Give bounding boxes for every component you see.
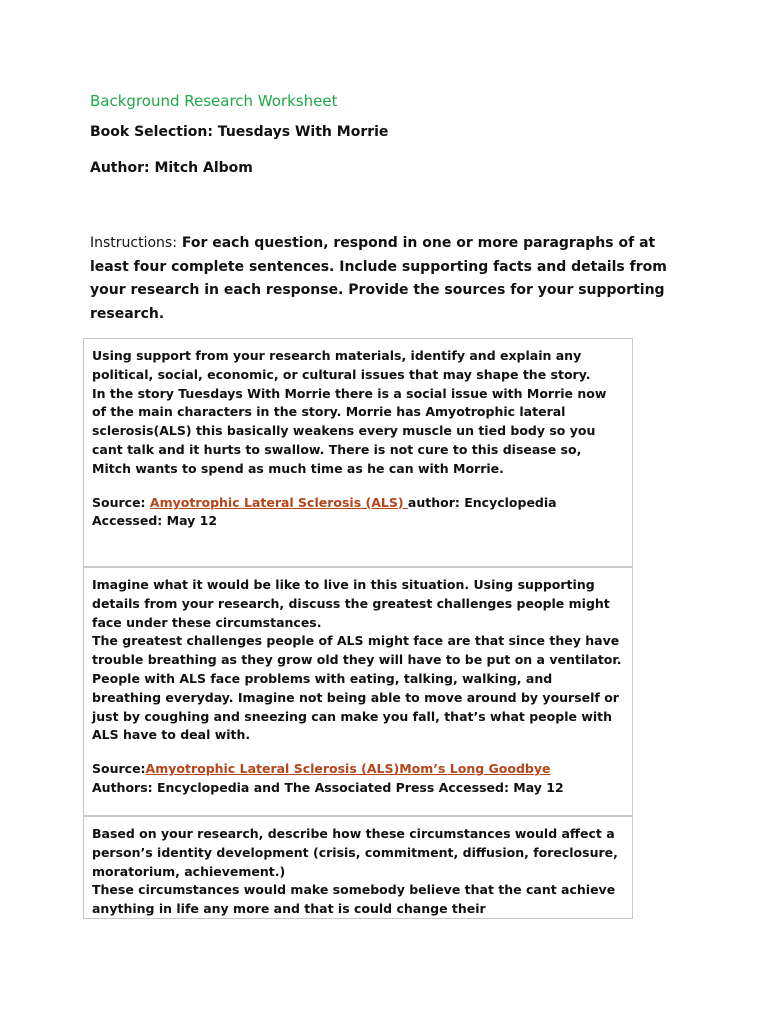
author-line: Author: Mitch Albom: [90, 160, 253, 176]
response-box-3: [83, 816, 633, 919]
answer-3: These circumstances would make somebody believe that the cant achieve anything in life any more and that is could change their: [92, 882, 616, 917]
instructions: [90, 232, 680, 326]
source-line-2: [92, 760, 624, 779]
source-author-1: author: Encyclopedia: [407, 494, 557, 510]
question-1: Using support from your research materials, identify and explain any political, social, economic, or cultural issues that may shape the story.: [92, 348, 591, 382]
instructions-label: Instructions:: [90, 235, 177, 251]
worksheet-title: Background Research Worksheet: [90, 92, 338, 110]
response-box-1: [83, 338, 633, 567]
response-box-2: [83, 567, 633, 816]
answer-1: In the story Tuesdays With Morrie there is a social issue with Morrie now of the main characters in the story. Morrie has Amyotrophic lateral sclerosis(ALS) this basically weakens every muscle un tied body so you cant talk and it hurts to swallow. There is not cure to this disease so, Mitch wants to spend as much time as he can with Morrie.: [92, 385, 607, 476]
accessed-1: Accessed: May 12: [92, 513, 218, 529]
question-2: Imagine what it would be like to live in this situation. Using supporting details from your research, discuss the greatest challenges people might face under these circumstances.: [92, 577, 610, 630]
answer-2: The greatest challenges people of ALS might face are that since they have trouble breathing as they grow old they will have to be put on a ventilator. People with ALS face problems with eating, talking, walking, and breathing everyday. Imagine not being able to move around by yourself or just by coughing and sneezing can make you fall, that’s what people with ALS have to deal with.: [92, 633, 622, 743]
source-label-1: Source:: [92, 494, 150, 510]
book-selection: Book Selection: Tuesdays With Morrie: [90, 124, 389, 140]
source-line-1: [92, 494, 624, 513]
authors-line-2: Authors: Encyclopedia and The Associated Press Accessed: May 12: [92, 779, 564, 795]
source-link-2[interactable]: Amyotrophic Lateral Sclerosis (ALS)Mom’s Long Goodbye: [145, 761, 551, 777]
instructions-text: For each question, respond in one or more paragraphs of at least four complete sentences. Include supporting facts and details from your research in each response. Provide the sources for your supporting research.: [90, 235, 667, 322]
question-3: Based on your research, describe how these circumstances would affect a person’s identity development (crisis, commitment, diffusion, foreclosure, moratorium, achievement.): [92, 826, 618, 879]
source-label-2: Source:: [92, 761, 146, 777]
source-link-1[interactable]: Amyotrophic Lateral Sclerosis (ALS): [149, 494, 408, 510]
